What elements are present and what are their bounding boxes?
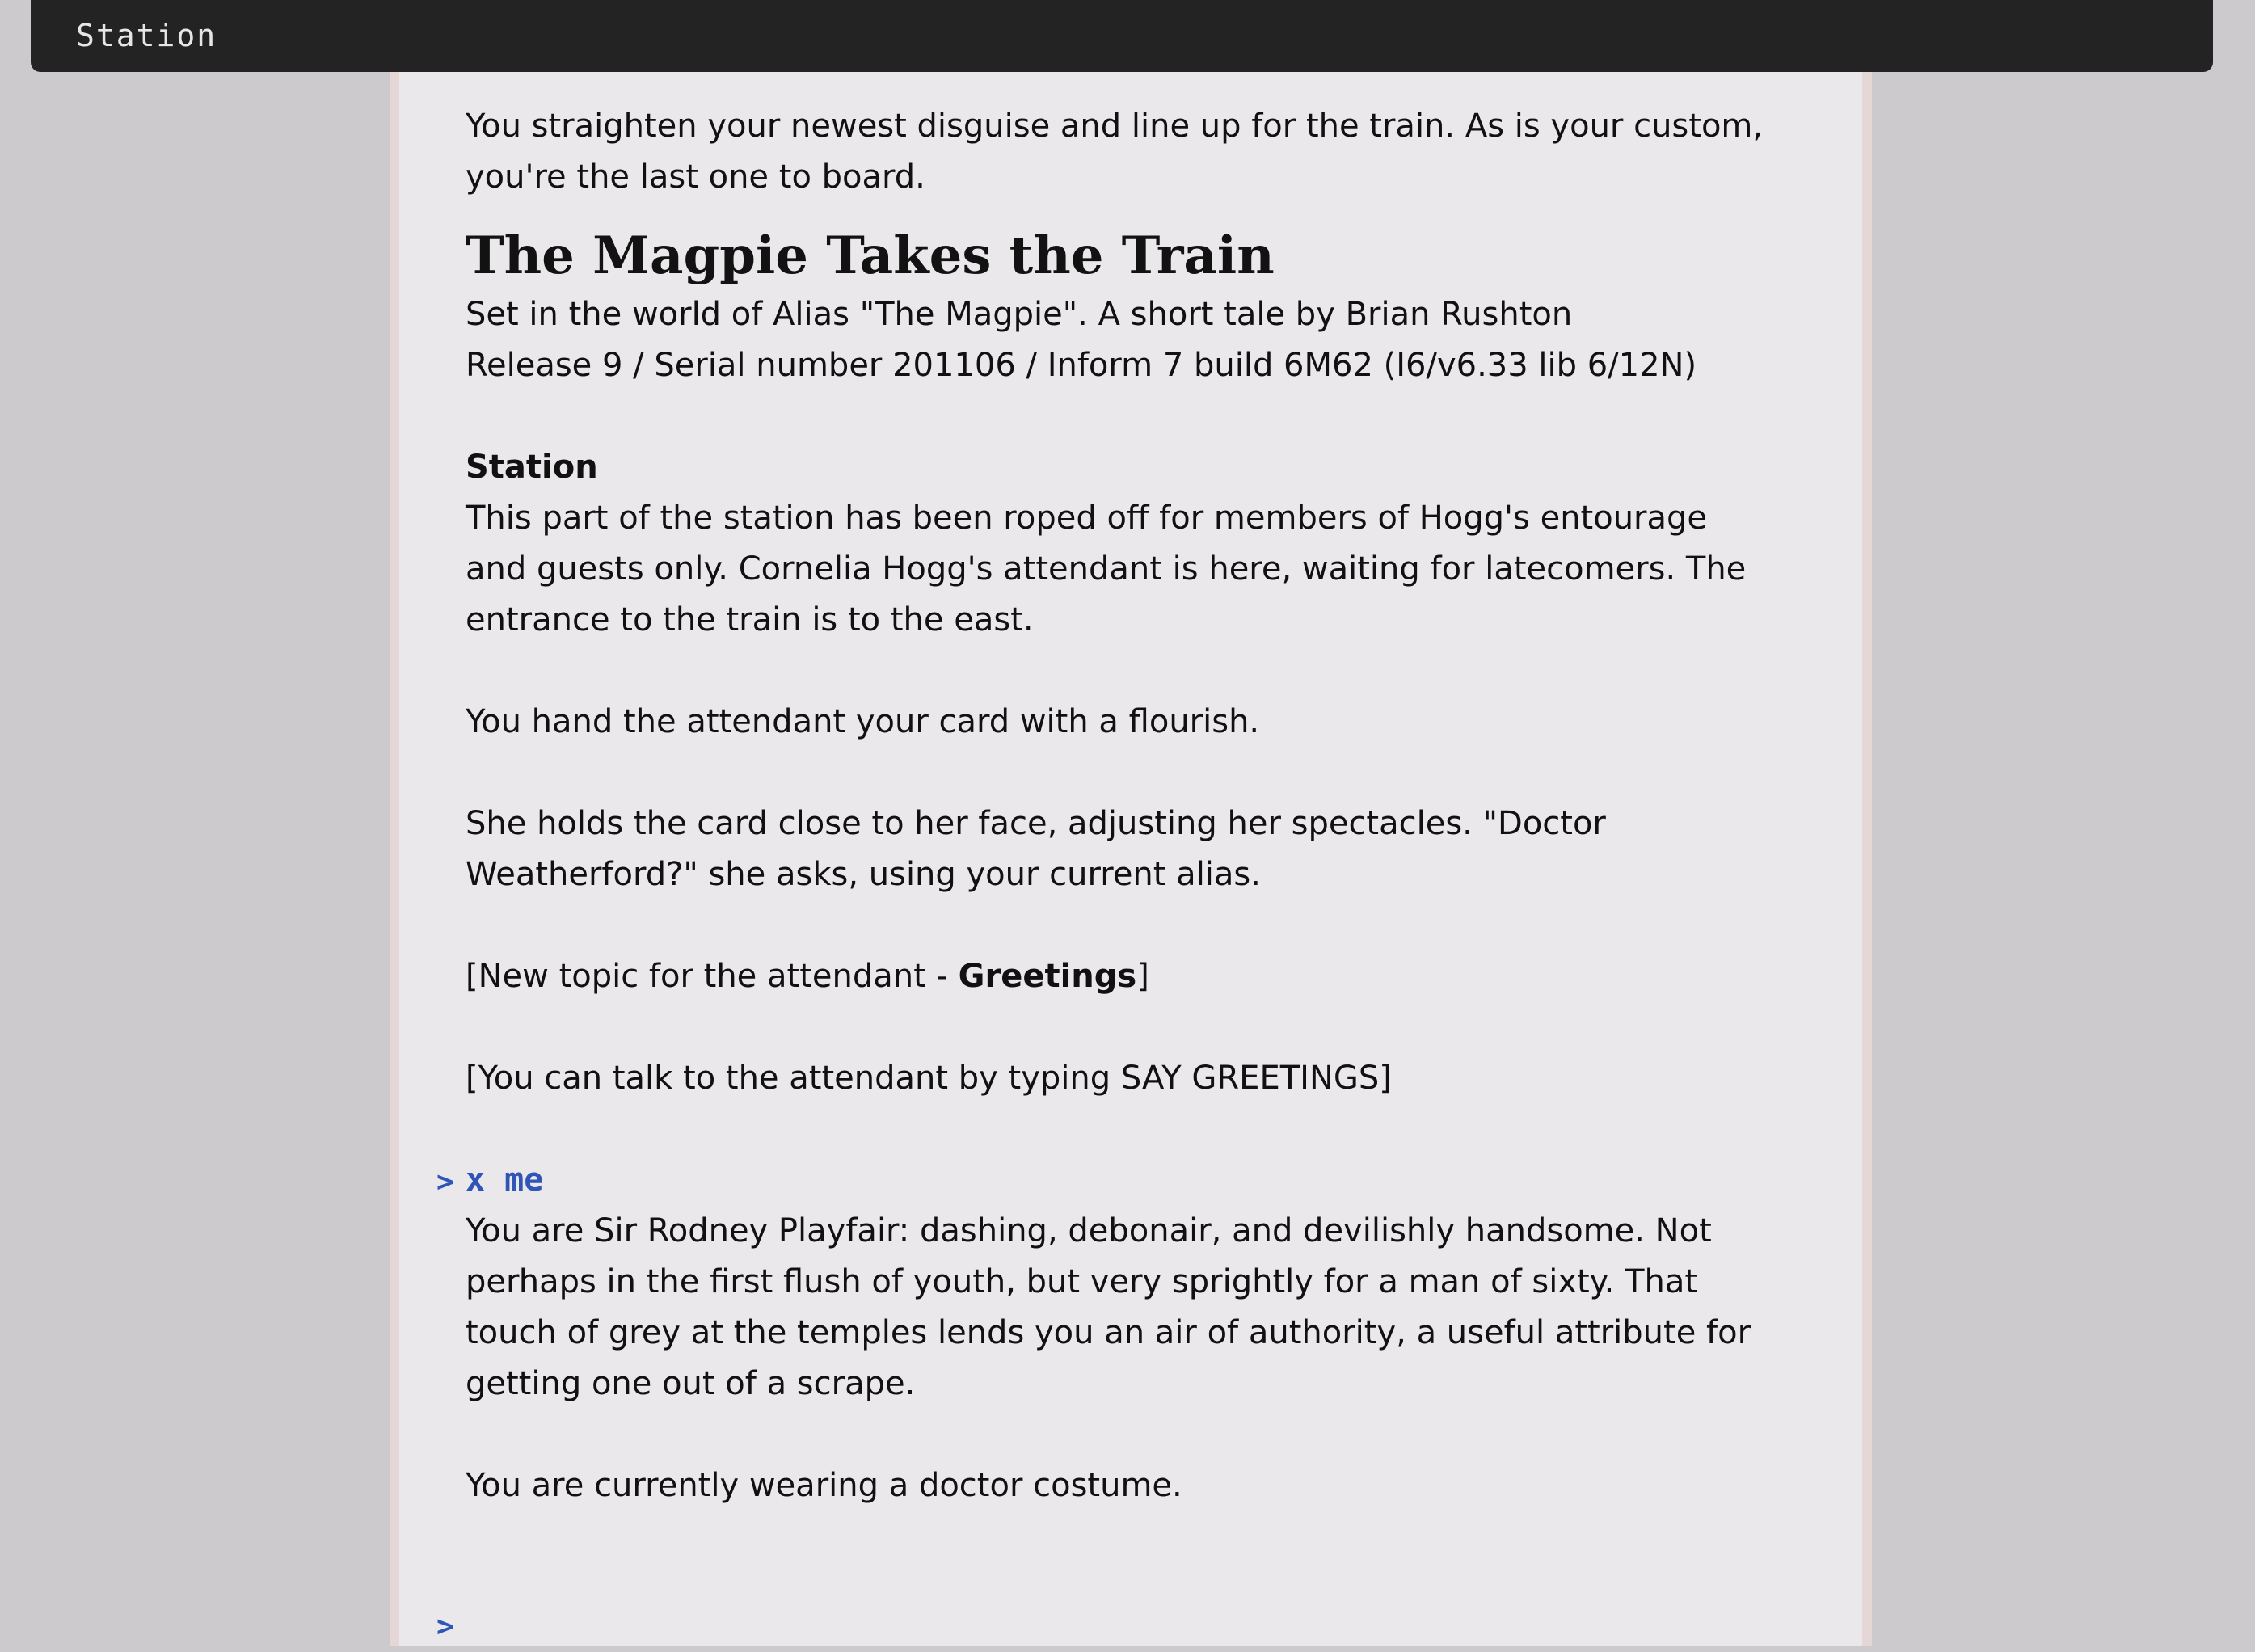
attendant-paragraph [466, 799, 1807, 900]
card-paragraph [466, 697, 1807, 748]
card-line: You hand the attendant your card with a flourish. [466, 703, 1260, 740]
intro-line: You straighten your newest disguise and line up for the train. As is your custom, [466, 107, 1764, 145]
input-prompt-chevron-icon: > [436, 1610, 454, 1643]
room-description-line: and guests only. Cornelia Hogg's attendant is here, waiting for latecomers. The [466, 550, 1747, 588]
examine-line: perhaps in the first flush of youth, but very sprightly for a man of sixty. That [466, 1263, 1698, 1300]
banner-headline: Set in the world of Alias "The Magpie". A short tale by Brian Rushton [466, 296, 1573, 333]
command-text: x me [466, 1161, 544, 1199]
wearing-line: You are currently wearing a doctor costume. [466, 1467, 1182, 1504]
examine-line: getting one out of a scrape. [466, 1365, 916, 1402]
story-transcript [436, 101, 1807, 1562]
banner-release: Release 9 / Serial number 201106 / Inform 7 build 6M62 (I6/v6.33 lib 6/12N) [466, 347, 1697, 384]
game-title: The Magpie Takes the Train [466, 225, 1275, 286]
attendant-line: She holds the card close to her face, adjusting her spectacles. "Doctor [466, 805, 1606, 842]
story-window[interactable] [390, 0, 1872, 1646]
room-name: Station [466, 449, 598, 486]
prompt-chevron-icon: > [436, 1165, 454, 1199]
hint-line: [You can talk to the attendant by typing SAY GREETINGS] [466, 1060, 1392, 1097]
new-topic-name: Greetings [958, 958, 1137, 995]
intro-paragraph [466, 101, 1807, 203]
attendant-line: Weatherford?" she asks, using your current alias. [466, 856, 1261, 893]
status-location: Station [76, 18, 217, 53]
new-topic-notice [466, 951, 1807, 1002]
examine-line: You are Sir Rodney Playfair: dashing, debonair, and devilishly handsome. Not [466, 1212, 1712, 1250]
status-bar [31, 0, 2213, 72]
command-input-line[interactable] [436, 1606, 1807, 1646]
examine-line: touch of grey at the temples lends you an air of authority, a useful attribute for [466, 1314, 1751, 1351]
examine-paragraph [466, 1206, 1807, 1410]
room-description-line: This part of the station has been roped off for members of Hogg's entourage [466, 499, 1708, 537]
command-input[interactable] [466, 1606, 1791, 1643]
wearing-paragraph [466, 1460, 1807, 1511]
room-paragraph [466, 442, 1807, 646]
intro-line: you're the last one to board. [466, 158, 925, 196]
hint-paragraph [466, 1053, 1807, 1104]
new-topic-prefix: [New topic for the attendant - [466, 958, 959, 995]
room-description-line: entrance to the train is to the east. [466, 601, 1034, 638]
banner-info [466, 289, 1807, 391]
new-topic-line [466, 951, 1807, 1002]
previous-command [436, 1155, 1807, 1206]
new-topic-suffix: ] [1136, 958, 1149, 995]
